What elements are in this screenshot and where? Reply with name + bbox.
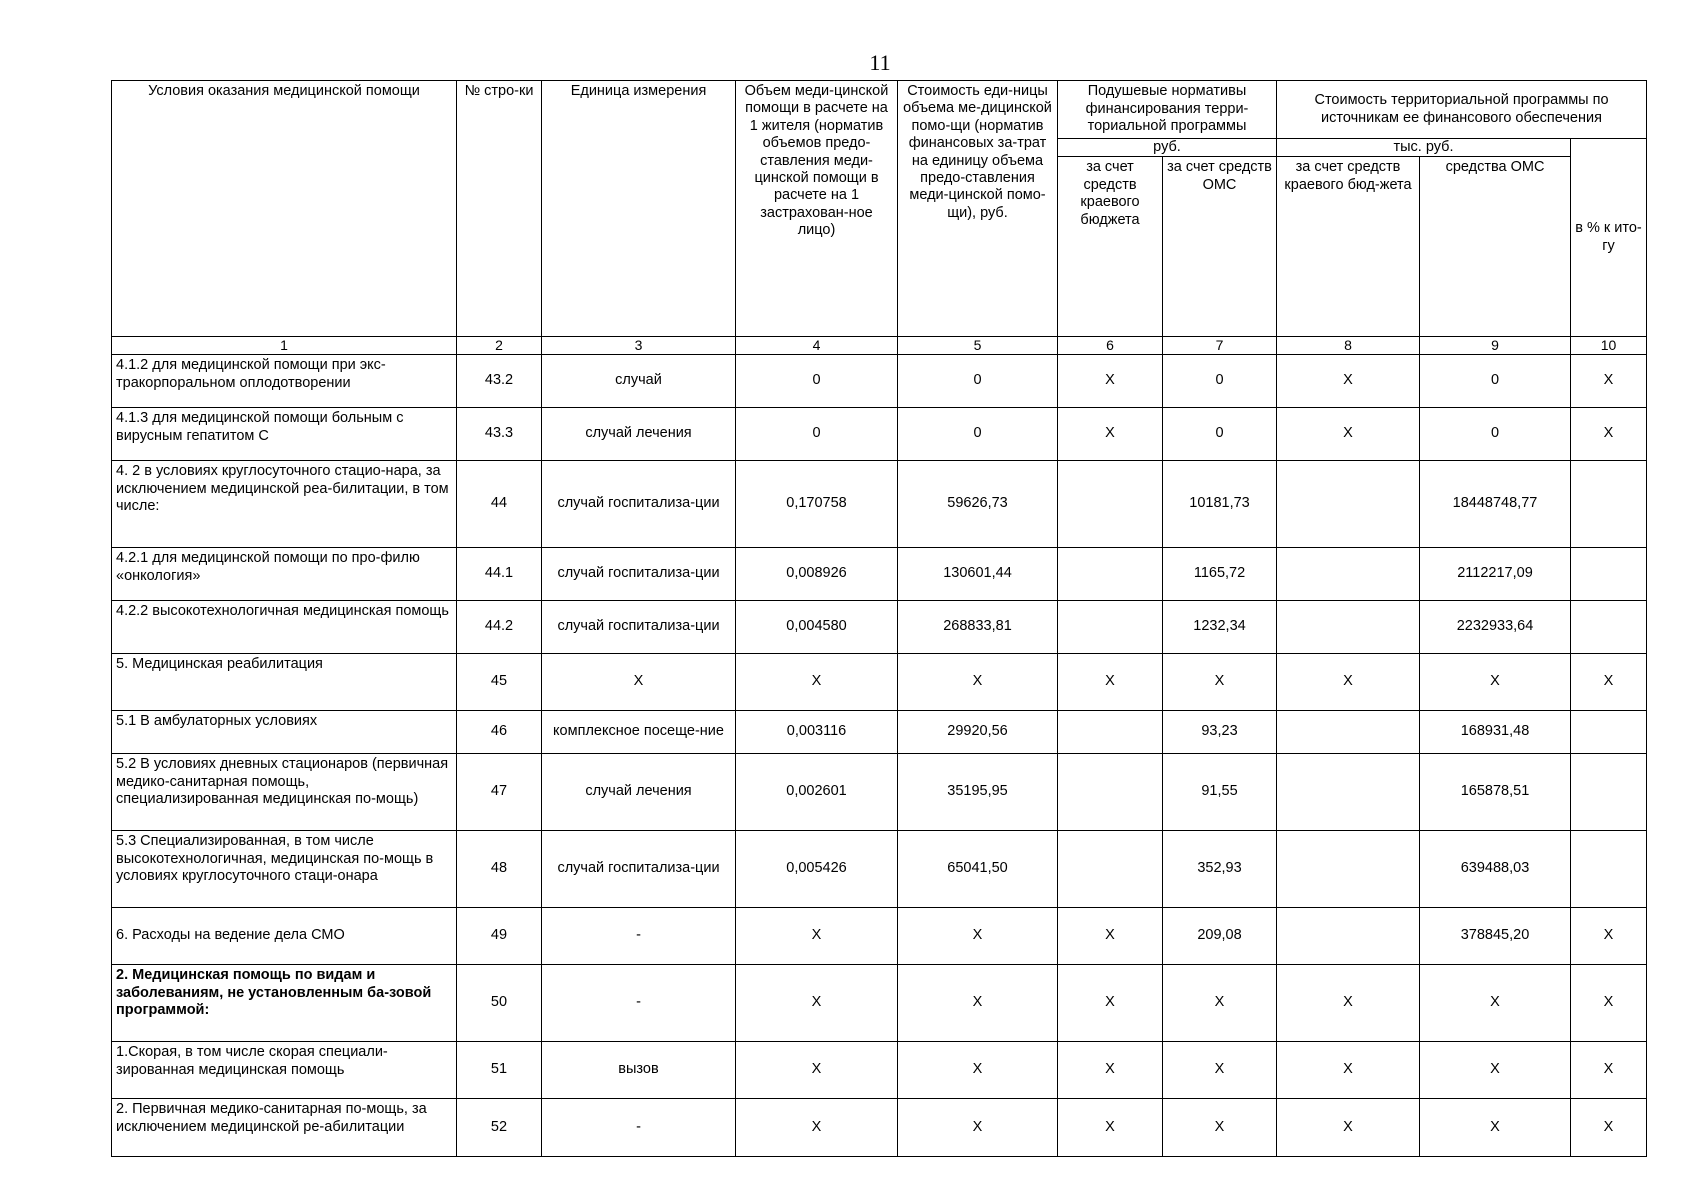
row-unit-cost: 59626,73 xyxy=(898,461,1058,548)
row-cost-oms: 0 xyxy=(1420,408,1571,461)
row-unit-cost: X xyxy=(898,965,1058,1042)
row-volume: 0 xyxy=(736,408,898,461)
row-volume: 0,008926 xyxy=(736,548,898,601)
row-volume: X xyxy=(736,908,898,965)
row-conditions: 4.2.2 высокотехнологичная медицинская помощь xyxy=(112,601,457,654)
row-per-capita-regional xyxy=(1058,461,1163,548)
row-volume: X xyxy=(736,654,898,711)
row-unit-cost: 268833,81 xyxy=(898,601,1058,654)
row-cost-oms: 2232933,64 xyxy=(1420,601,1571,654)
row-unit-cost: 130601,44 xyxy=(898,548,1058,601)
row-percent-total: X xyxy=(1571,408,1647,461)
column-number: 10 xyxy=(1571,337,1647,355)
row-per-capita-regional: X xyxy=(1058,1042,1163,1099)
row-cost-oms: X xyxy=(1420,1099,1571,1157)
row-volume: X xyxy=(736,1042,898,1099)
header-per-capita-regional: за счет средств краевого бюджета xyxy=(1058,157,1163,337)
row-volume: 0,004580 xyxy=(736,601,898,654)
column-number: 5 xyxy=(898,337,1058,355)
row-per-capita-oms: 0 xyxy=(1163,355,1277,408)
row-volume: 0,005426 xyxy=(736,831,898,908)
row-per-capita-oms: X xyxy=(1163,1042,1277,1099)
row-cost-oms: 168931,48 xyxy=(1420,711,1571,754)
row-cost-regional xyxy=(1277,601,1420,654)
row-volume: 0 xyxy=(736,355,898,408)
page-number: 11 xyxy=(869,50,891,75)
header-cost-regional: за счет средств краевого бюд-жета xyxy=(1277,157,1420,337)
row-percent-total: X xyxy=(1571,355,1647,408)
row-per-capita-oms: 1165,72 xyxy=(1163,548,1277,601)
column-number: 9 xyxy=(1420,337,1571,355)
row-unit: вызов xyxy=(542,1042,736,1099)
row-conditions: 5. Медицинская реабилитация xyxy=(112,654,457,711)
table-row xyxy=(112,711,1647,754)
row-unit-cost: 0 xyxy=(898,355,1058,408)
row-unit: случай лечения xyxy=(542,754,736,831)
header-unit-cost: Стоимость еди-ницы объема ме-дицинской помо-щи (норматив финансовых за-трат на единицу объема предо-ставления меди-цинской помо-щи), руб. xyxy=(898,81,1058,337)
row-per-capita-regional xyxy=(1058,711,1163,754)
row-per-capita-oms: 209,08 xyxy=(1163,908,1277,965)
row-per-capita-regional: X xyxy=(1058,965,1163,1042)
row-percent-total: X xyxy=(1571,654,1647,711)
row-cost-oms: X xyxy=(1420,1042,1571,1099)
row-percent-total: X xyxy=(1571,908,1647,965)
row-conditions: 4. 2 в условиях круглосуточного стацио-нара, за исключением медицинской реа-билитации, в том числе: xyxy=(112,461,457,548)
row-unit-cost: X xyxy=(898,908,1058,965)
row-cost-regional: X xyxy=(1277,965,1420,1042)
row-number: 46 xyxy=(457,711,542,754)
table-row xyxy=(112,965,1647,1042)
row-unit-cost: X xyxy=(898,1099,1058,1157)
row-number: 43.2 xyxy=(457,355,542,408)
row-unit-cost: 29920,56 xyxy=(898,711,1058,754)
column-number: 1 xyxy=(112,337,457,355)
table-row xyxy=(112,461,1647,548)
row-number: 44.2 xyxy=(457,601,542,654)
header-per-capita-group: Подушевые нормативы финансирования терри-ториальной программы xyxy=(1058,81,1277,139)
header-cost-oms: средства ОМС xyxy=(1420,157,1571,337)
row-number: 52 xyxy=(457,1099,542,1157)
row-per-capita-oms: 91,55 xyxy=(1163,754,1277,831)
row-percent-total xyxy=(1571,601,1647,654)
row-conditions: 4.1.2 для медицинской помощи при экс-тракорпоральном оплодотворении xyxy=(112,355,457,408)
row-conditions: 5.2 В условиях дневных стационаров (первичная медико-санитарная помощь, специализированная медицинская по-мощь) xyxy=(112,754,457,831)
row-unit: - xyxy=(542,908,736,965)
row-per-capita-regional: X xyxy=(1058,355,1163,408)
row-cost-oms: 0 xyxy=(1420,355,1571,408)
row-per-capita-regional xyxy=(1058,548,1163,601)
row-cost-oms: 378845,20 xyxy=(1420,908,1571,965)
row-per-capita-oms: X xyxy=(1163,654,1277,711)
row-cost-oms: X xyxy=(1420,965,1571,1042)
row-unit: комплексное посеще-ние xyxy=(542,711,736,754)
row-per-capita-regional: X xyxy=(1058,408,1163,461)
row-cost-oms: 2112217,09 xyxy=(1420,548,1571,601)
row-conditions: 5.3 Специализированная, в том числе высокотехнологичная, медицинская по-мощь в условиях круглосуточного стаци-онара xyxy=(112,831,457,908)
row-unit: случай госпитализа-ции xyxy=(542,601,736,654)
table-row xyxy=(112,908,1647,965)
row-per-capita-regional: X xyxy=(1058,908,1163,965)
row-cost-regional: X xyxy=(1277,408,1420,461)
row-percent-total xyxy=(1571,461,1647,548)
row-percent-total: X xyxy=(1571,965,1647,1042)
table-row xyxy=(112,355,1647,408)
header-per-capita-oms: за счет средств ОМС xyxy=(1163,157,1277,337)
row-volume: X xyxy=(736,1099,898,1157)
row-number: 48 xyxy=(457,831,542,908)
row-conditions: 2. Медицинская помощь по видам и заболеваниям, не установленным ба-зовой программой: xyxy=(112,965,457,1042)
column-number: 2 xyxy=(457,337,542,355)
row-cost-regional xyxy=(1277,831,1420,908)
row-number: 45 xyxy=(457,654,542,711)
row-volume: 0,002601 xyxy=(736,754,898,831)
row-cost-regional xyxy=(1277,754,1420,831)
row-conditions: 1.Скорая, в том числе скорая специали-зированная медицинская помощь xyxy=(112,1042,457,1099)
row-unit-cost: 35195,95 xyxy=(898,754,1058,831)
column-number: 7 xyxy=(1163,337,1277,355)
row-per-capita-regional: X xyxy=(1058,654,1163,711)
row-percent-total xyxy=(1571,754,1647,831)
row-per-capita-regional: X xyxy=(1058,1099,1163,1157)
row-percent-total xyxy=(1571,548,1647,601)
row-percent-total: X xyxy=(1571,1042,1647,1099)
header-conditions: Условия оказания медицинской помощи xyxy=(112,81,457,337)
row-volume: 0,170758 xyxy=(736,461,898,548)
row-per-capita-oms: 352,93 xyxy=(1163,831,1277,908)
row-conditions: 4.1.3 для медицинской помощи больным с вирусным гепатитом С xyxy=(112,408,457,461)
header-program-cost-unit: тыс. руб. xyxy=(1277,139,1571,157)
row-unit-cost: 65041,50 xyxy=(898,831,1058,908)
row-unit-cost: X xyxy=(898,654,1058,711)
row-cost-regional: X xyxy=(1277,1042,1420,1099)
row-volume: 0,003116 xyxy=(736,711,898,754)
row-percent-total xyxy=(1571,831,1647,908)
column-number: 8 xyxy=(1277,337,1420,355)
row-number: 49 xyxy=(457,908,542,965)
program-cost-table xyxy=(111,80,1647,1157)
row-conditions: 2. Первичная медико-санитарная по-мощь, за исключением медицинской ре-абилитации xyxy=(112,1099,457,1157)
row-per-capita-oms: X xyxy=(1163,1099,1277,1157)
row-percent-total: X xyxy=(1571,1099,1647,1157)
column-numbers-row xyxy=(112,337,1647,355)
row-unit-cost: 0 xyxy=(898,408,1058,461)
row-per-capita-oms: X xyxy=(1163,965,1277,1042)
row-number: 43.3 xyxy=(457,408,542,461)
row-number: 44.1 xyxy=(457,548,542,601)
row-conditions: 6. Расходы на ведение дела СМО xyxy=(112,908,457,965)
row-cost-regional: X xyxy=(1277,355,1420,408)
row-number: 50 xyxy=(457,965,542,1042)
row-unit: случай госпитализа-ции xyxy=(542,548,736,601)
header-per-capita-unit: руб. xyxy=(1058,139,1277,157)
header-percent-total: в % к ито-гу xyxy=(1571,139,1647,337)
table-row xyxy=(112,1042,1647,1099)
column-number: 6 xyxy=(1058,337,1163,355)
column-number: 4 xyxy=(736,337,898,355)
table-row xyxy=(112,408,1647,461)
table-row xyxy=(112,831,1647,908)
row-cost-oms: 18448748,77 xyxy=(1420,461,1571,548)
table-row xyxy=(112,654,1647,711)
table-row xyxy=(112,548,1647,601)
row-unit: X xyxy=(542,654,736,711)
row-unit: случай лечения xyxy=(542,408,736,461)
row-cost-oms: 639488,03 xyxy=(1420,831,1571,908)
header-row-number: № стро-ки xyxy=(457,81,542,337)
row-conditions: 4.2.1 для медицинской помощи по про-филю «онкология» xyxy=(112,548,457,601)
column-number: 3 xyxy=(542,337,736,355)
row-per-capita-oms: 1232,34 xyxy=(1163,601,1277,654)
row-per-capita-regional xyxy=(1058,831,1163,908)
row-percent-total xyxy=(1571,711,1647,754)
row-cost-regional xyxy=(1277,908,1420,965)
header-unit: Единица измерения xyxy=(542,81,736,337)
row-cost-oms: 165878,51 xyxy=(1420,754,1571,831)
row-cost-oms: X xyxy=(1420,654,1571,711)
row-unit-cost: X xyxy=(898,1042,1058,1099)
row-number: 51 xyxy=(457,1042,542,1099)
row-per-capita-oms: 10181,73 xyxy=(1163,461,1277,548)
row-unit: - xyxy=(542,965,736,1042)
row-volume: X xyxy=(736,965,898,1042)
row-cost-regional xyxy=(1277,548,1420,601)
row-number: 47 xyxy=(457,754,542,831)
row-cost-regional: X xyxy=(1277,1099,1420,1157)
row-cost-regional xyxy=(1277,711,1420,754)
header-program-cost-group: Стоимость территориальной программы по источникам ее финансового обеспечения xyxy=(1277,81,1647,139)
header-row-1 xyxy=(112,81,1647,139)
row-unit: случай госпитализа-ции xyxy=(542,831,736,908)
row-number: 44 xyxy=(457,461,542,548)
row-conditions: 5.1 В амбулаторных условиях xyxy=(112,711,457,754)
header-volume: Объем меди-цинской помощи в расчете на 1 жителя (норматив объемов предо-ставления меди-цинской помощи в расчете на 1 застрахован-ное лицо) xyxy=(736,81,898,337)
row-per-capita-oms: 93,23 xyxy=(1163,711,1277,754)
row-unit: - xyxy=(542,1099,736,1157)
row-per-capita-regional xyxy=(1058,754,1163,831)
table-row xyxy=(112,1099,1647,1157)
row-unit: случай госпитализа-ции xyxy=(542,461,736,548)
table-row xyxy=(112,754,1647,831)
row-cost-regional: X xyxy=(1277,654,1420,711)
row-per-capita-regional xyxy=(1058,601,1163,654)
row-unit: случай xyxy=(542,355,736,408)
table-row xyxy=(112,601,1647,654)
row-cost-regional xyxy=(1277,461,1420,548)
row-per-capita-oms: 0 xyxy=(1163,408,1277,461)
